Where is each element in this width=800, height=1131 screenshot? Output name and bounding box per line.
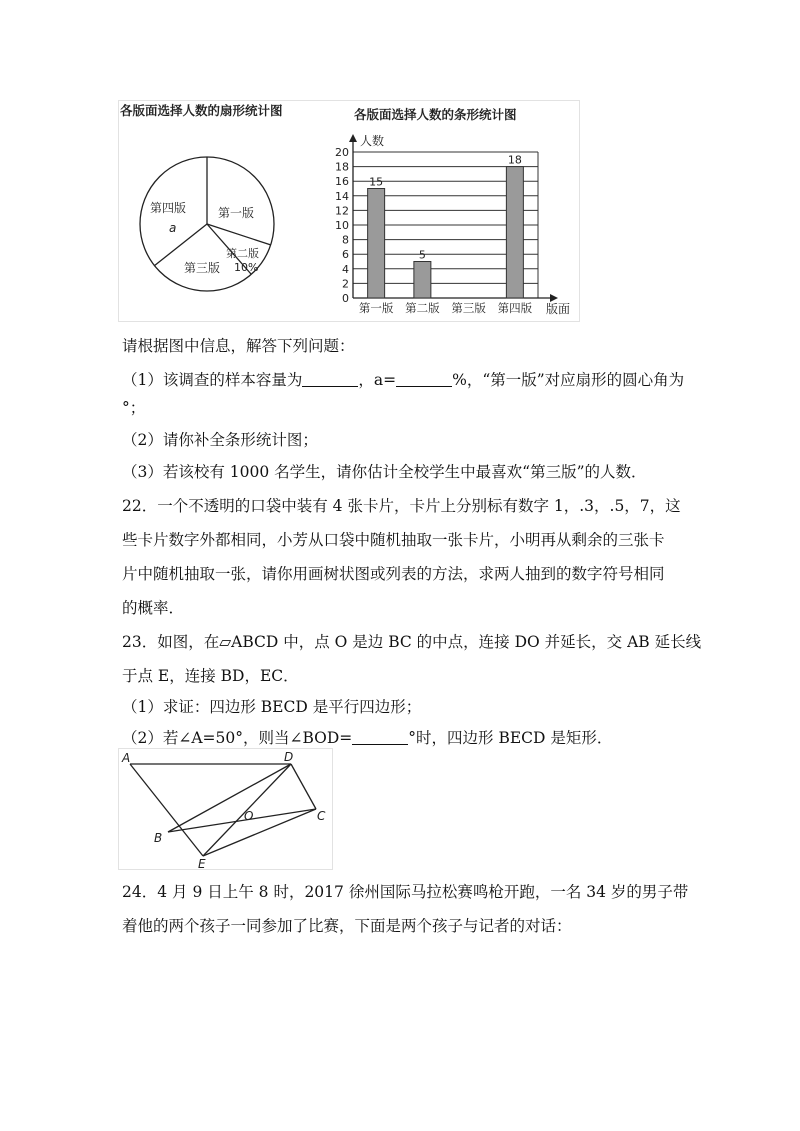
pie-label-fourth: 第四版 [150,201,187,215]
y-tick-label: 0 [342,292,349,305]
q23-part2-b: °时，四边形 BECD 是矩形． [408,729,613,747]
y-tick-label: 4 [342,262,349,276]
q24-line2: 着他的两个孩子一同参加了比赛，下面是两个孩子与记者的对话： [122,917,572,935]
point-B: B [154,831,163,845]
q24-line1: 24．4 月 9 日上午 8 时，2017 徐州国际马拉松赛鸣枪开跑，一名 34 岁的男子带 [122,883,689,901]
bar-chart-title: 各版面选择人数的条形统计图 [354,107,517,122]
y-tick-label: 14 [335,189,349,203]
bar [506,167,523,298]
y-tick-label: 6 [342,248,349,262]
q21-part1-c: %，“第一版”对应扇形的圆心角为 [452,371,685,389]
q21-part1-a: （1）该调查的样本容量为 [122,371,303,389]
y-tick-label: 12 [335,204,349,218]
statistics-figure [118,100,580,322]
bar-data-label: 5 [418,248,426,262]
y-tick-label: 10 [335,219,349,232]
point-A: A [122,751,131,765]
pie-label-first: 第一版 [218,206,255,220]
bar-x-axis-label: 版面 [546,302,571,316]
y-tick-label: 18 [335,160,349,174]
category-label: 第四版 [497,301,533,315]
bar-data-label: 15 [369,175,384,189]
q21-part1 [122,368,684,390]
answer-blank [302,372,358,387]
bar-y-axis-label: 人数 [360,134,385,148]
y-tick-label: 20 [335,146,349,159]
y-tick-label: 16 [335,175,349,189]
bar [368,189,385,299]
pie-label-third: 第三版 [184,261,221,275]
q22-line2: 些卡片数字外都相同，小芳从口袋中随机抽取一张卡片，小明再从剩余的三张卡 [122,531,665,549]
bar [414,262,431,299]
y-axis-arrow [349,134,357,142]
answer-blank [396,372,452,387]
answer-blank [352,730,408,745]
point-E: E [198,857,206,870]
geometry-figure [118,748,333,870]
q23-line1: 23．如图，在▱ABCD 中，点 O 是边 BC 的中点，连接 DO 并延长，交 AB 延长线 [122,633,702,651]
category-label: 第三版 [451,301,486,315]
point-O: O [244,809,254,823]
q23-part2 [122,726,612,748]
pie-value-second: 10% [234,261,259,274]
bar-data-label: 18 [507,153,522,167]
q22-line4: 的概率． [122,599,185,617]
q21-part3: （3）若该校有 1000 名学生，请你估计全校学生中最喜欢“第三版”的人数． [122,463,647,481]
pie-label-second: 第二版 [226,247,259,260]
point-C: C [317,809,326,823]
intro-text: 请根据图中信息，解答下列问题： [122,337,355,355]
q22-line3: 片中随机抽取一张，请你用画树状图或列表的方法，求两人抽到的数字符号相同 [122,565,665,583]
q21-part1-b: ，a= [358,371,397,389]
pie-chart-title: 各版面选择人数的扇形统计图 [120,103,283,118]
pie-value-fourth: a [169,221,177,235]
q21-part1-end: °； [122,399,146,417]
q23-part1: （1）求证：四边形 BECD 是平行四边形； [122,698,422,716]
y-tick-label: 2 [342,277,349,291]
q23-line2: 于点 E，连接 BD，EC． [122,667,299,685]
category-label: 第二版 [405,301,440,315]
category-label: 第一版 [358,301,394,315]
q22-line1: 22．一个不透明的口袋中装有 4 张卡片，卡片上分别标有数字 1，.3，.5，7，这 [122,497,681,515]
x-axis-arrow [550,294,558,302]
y-tick-label: 8 [342,233,349,247]
point-D: D [284,750,294,764]
bar-chart [335,134,558,315]
q23-part2-a: （2）若∠A=50°，则当∠BOD= [122,729,353,747]
q21-part2: （2）请你补全条形统计图； [122,431,318,449]
